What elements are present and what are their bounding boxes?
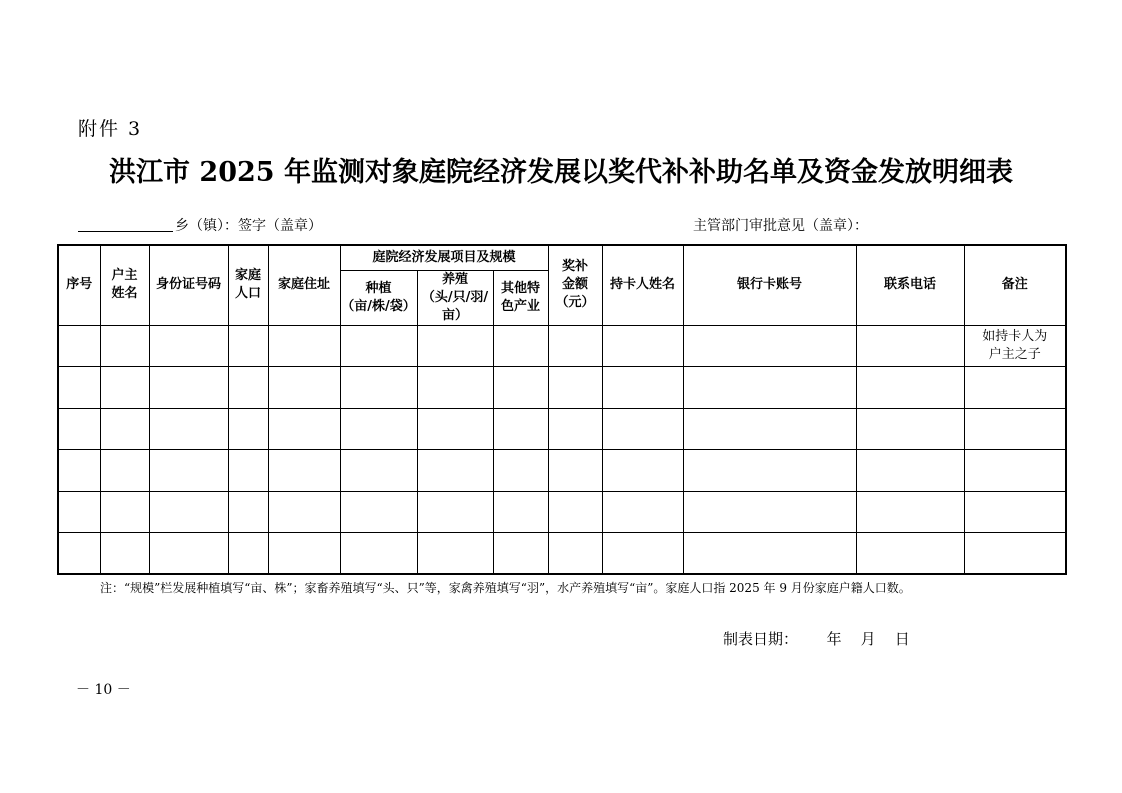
table-row: [58, 325, 1066, 366]
table-cell[interactable]: [683, 449, 856, 491]
table-cell[interactable]: [602, 366, 683, 408]
header-address: 家庭住址: [268, 245, 340, 325]
header-family-size: 家庭 人口: [228, 245, 268, 325]
table-cell[interactable]: [58, 408, 100, 449]
table-cell[interactable]: [548, 449, 602, 491]
table-cell[interactable]: [493, 408, 548, 449]
table-cell[interactable]: [856, 366, 964, 408]
table-cell[interactable]: [149, 325, 228, 366]
table-cell[interactable]: [417, 449, 493, 491]
table-cell[interactable]: [149, 408, 228, 449]
table-cell[interactable]: [683, 366, 856, 408]
table-cell[interactable]: [228, 532, 268, 574]
header-seq: 序号: [58, 245, 100, 325]
table-cell[interactable]: [340, 491, 417, 532]
table-cell[interactable]: [548, 325, 602, 366]
table-cell[interactable]: [228, 366, 268, 408]
table-cell[interactable]: [964, 491, 1066, 532]
table-cell[interactable]: [340, 532, 417, 574]
table-cell[interactable]: [417, 532, 493, 574]
table-cell[interactable]: [548, 366, 602, 408]
table-cell[interactable]: [228, 325, 268, 366]
table-cell[interactable]: [683, 532, 856, 574]
table-header-row: [58, 245, 1066, 270]
page-number: － 10 －: [76, 682, 131, 698]
table-cell[interactable]: [493, 366, 548, 408]
remark-example-cell[interactable]: 如持卡人为 户主之子: [964, 325, 1066, 366]
table-cell[interactable]: [417, 366, 493, 408]
table-cell[interactable]: [268, 366, 340, 408]
table-cell[interactable]: [493, 491, 548, 532]
header-bank-account: 银行卡账号: [683, 245, 856, 325]
table-cell[interactable]: [548, 408, 602, 449]
table-cell[interactable]: [228, 491, 268, 532]
table-cell[interactable]: [228, 408, 268, 449]
header-remarks: 备注: [964, 245, 1066, 325]
table-cell[interactable]: [602, 449, 683, 491]
table-cell[interactable]: [149, 532, 228, 574]
table-cell[interactable]: [602, 491, 683, 532]
attachment-label: 附件 3: [78, 118, 143, 140]
table-cell[interactable]: [228, 449, 268, 491]
table-cell[interactable]: [268, 449, 340, 491]
table-cell[interactable]: [100, 408, 149, 449]
table-cell[interactable]: [493, 449, 548, 491]
table-cell[interactable]: [268, 408, 340, 449]
township-signature-label: 乡（镇）：签字（盖章）: [175, 218, 322, 234]
tabulation-date-line: 制表日期： 年 月 日: [723, 630, 910, 648]
table-cell[interactable]: [58, 449, 100, 491]
header-id-number: 身份证号码: [149, 245, 228, 325]
subsidy-detail-table: [57, 244, 1067, 575]
table-cell[interactable]: [149, 366, 228, 408]
table-cell[interactable]: [493, 532, 548, 574]
table-cell[interactable]: [100, 532, 149, 574]
table-cell[interactable]: [856, 491, 964, 532]
table-cell[interactable]: [417, 325, 493, 366]
table-row: [58, 408, 1066, 449]
table-cell[interactable]: [268, 325, 340, 366]
table-cell[interactable]: [856, 449, 964, 491]
header-householder-name: 户主 姓名: [100, 245, 149, 325]
table-cell[interactable]: [683, 325, 856, 366]
department-approval-label: 主管部门审批意见（盖章）：: [693, 218, 868, 234]
table-cell[interactable]: [602, 325, 683, 366]
table-cell[interactable]: [149, 449, 228, 491]
table-cell[interactable]: [602, 408, 683, 449]
footnote: 注：“规模”栏发展种植填写“亩、株”；家畜养殖填写“头、只”等，家禽养殖填写“羽”，水产养殖填写“亩”。家庭人口指 2025 年 9 月份家庭户籍人口数。: [100, 581, 911, 595]
table-cell[interactable]: [683, 491, 856, 532]
table-cell[interactable]: [58, 532, 100, 574]
table-cell[interactable]: [100, 449, 149, 491]
table-cell[interactable]: [964, 449, 1066, 491]
table-cell[interactable]: [417, 408, 493, 449]
table-cell[interactable]: [683, 408, 856, 449]
table-cell[interactable]: [100, 491, 149, 532]
township-signature-line: [78, 215, 322, 235]
table-cell[interactable]: [548, 491, 602, 532]
table-cell[interactable]: [268, 532, 340, 574]
table-row: [58, 532, 1066, 574]
table-cell[interactable]: [548, 532, 602, 574]
header-phone: 联系电话: [856, 245, 964, 325]
table-row: [58, 449, 1066, 491]
header-award-amount: 奖补 金额 （元）: [548, 245, 602, 325]
document-title: 洪江市 2025 年监测对象庭院经济发展以奖代补补助名单及资金发放明细表: [109, 157, 1013, 188]
table-cell[interactable]: [964, 408, 1066, 449]
table-cell[interactable]: [964, 366, 1066, 408]
table-cell[interactable]: [856, 408, 964, 449]
table-cell[interactable]: [149, 491, 228, 532]
table-cell[interactable]: [100, 325, 149, 366]
table-row: [58, 366, 1066, 408]
header-project-group: 庭院经济发展项目及规模: [340, 245, 548, 270]
header-cardholder-name: 持卡人姓名: [602, 245, 683, 325]
table-cell[interactable]: [417, 491, 493, 532]
table-cell[interactable]: [856, 325, 964, 366]
table-cell[interactable]: [340, 449, 417, 491]
table-cell[interactable]: [340, 325, 417, 366]
header-planting: 种植 （亩/株/袋）: [340, 270, 417, 325]
table-cell[interactable]: [58, 491, 100, 532]
table-cell[interactable]: [340, 366, 417, 408]
header-other-industry: 其他特 色产业: [493, 270, 548, 325]
table-cell[interactable]: [493, 325, 548, 366]
table-cell[interactable]: [58, 325, 100, 366]
table-cell[interactable]: [58, 366, 100, 408]
table-cell[interactable]: [268, 491, 340, 532]
table-cell[interactable]: [964, 532, 1066, 574]
table-cell[interactable]: [100, 366, 149, 408]
table-row: [58, 491, 1066, 532]
table-cell[interactable]: [602, 532, 683, 574]
township-blank: [78, 217, 173, 232]
table-cell[interactable]: [340, 408, 417, 449]
header-breeding: 养殖 （头/只/羽/亩）: [417, 270, 493, 325]
table-cell[interactable]: [856, 532, 964, 574]
